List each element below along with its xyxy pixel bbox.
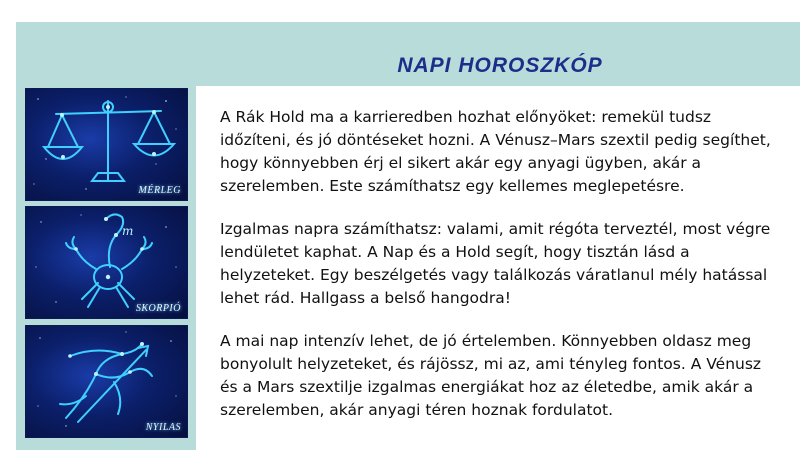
sign-label-scorpio: SKORPIÓ	[135, 303, 181, 314]
sign-label-sagittarius: NYILAS	[145, 422, 181, 433]
horoscope-paragraph-sagittarius: A mai nap intenzív lehet, de jó értelemben. Könnyebben oldasz meg bonyolult helyzeteket, és rájössz, mi az, ami tényleg fontos. A Vénusz és a Mars szextilje izgalmas energiákat hoz az életedbe, amik akár a szerelemben, akár anyagi téren hoznak fordulatot.	[220, 332, 762, 419]
sign-label-libra: MÉRLEG	[138, 185, 181, 196]
sign-card-libra	[25, 88, 188, 201]
page-title: NAPI HOROSZKÓP	[397, 54, 603, 77]
sign-card-scorpio	[25, 206, 188, 319]
libra-constellation-icon	[26, 89, 187, 200]
sagittarius-constellation-icon	[26, 326, 187, 437]
horoscope-text	[220, 106, 780, 442]
svg-text:m: m	[122, 224, 134, 238]
horoscope-paragraph-libra: A Rák Hold ma a karrieredben hozhat előnyöket: remekül tudsz időzíteni, és jó döntéseket hozni. A Vénusz–Mars szextil pedig segíthet, hogy könnyebben érj el sikert akár egy anyagi ügyben, akár a szerelemben. Este számíthatsz egy kellemes meglepetésre.	[220, 108, 771, 195]
sign-card-sagittarius	[25, 325, 188, 438]
scorpio-constellation-icon	[26, 207, 187, 318]
horoscope-paragraph-scorpio: Izgalmas napra számíthatsz: valami, amit régóta terveztél, most végre lendületet kaphat. A Nap és a Hold segít, hogy tisztán lásd a helyzeteket. Egy beszélgetés vagy találkozás váratlanul mély hatással lehet rád. Hallgass a belső hangodra!	[220, 220, 771, 307]
